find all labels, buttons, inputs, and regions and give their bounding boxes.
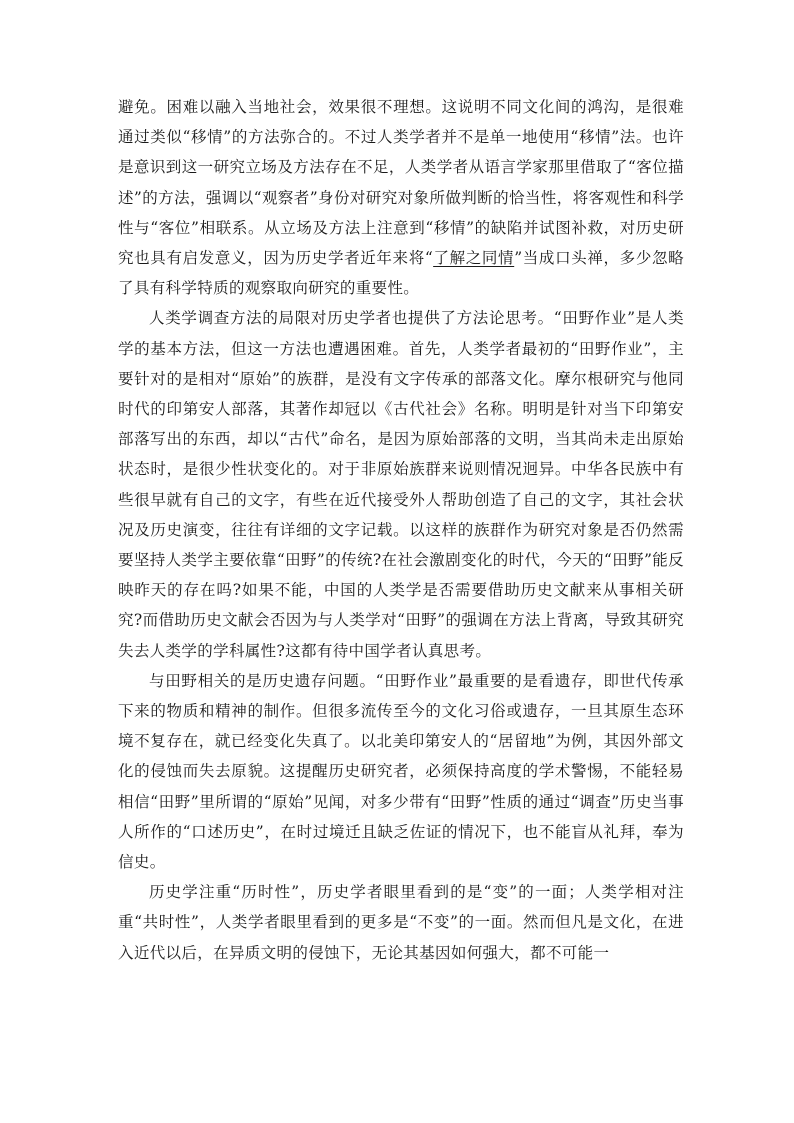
paragraph-1-text-a: 避免。困难以融入当地社会，效果很不理想。这说明不同文化间的鸿沟，是很难通过类似“移情”的方法弥合的。不过人类学者并不是单一地使用“移情”法。也许是意识到这一研究立场及方法存在不足，人类学者从语言学家那里借取了“客位描述”的方法，强调以“观察者”身份对研究对象所做判断的恰当性，将客观性和科学性与“客位”相联系。从立场及方法上注意到“移情”的缺陷并试图补救，对历史研究也具有启发意义，因为历史学者近年来将“: [118, 98, 684, 268]
paragraph-1-text-b: ”当成口头禅，多少忽略了具有科学特质的观察取向研究的重要性。: [118, 249, 684, 298]
document-page: [118, 92, 684, 968]
underlined-phrase: 了解之同情: [433, 249, 515, 268]
paragraph-1: [118, 92, 684, 303]
paragraph-4: 历史学注重“历时性”，历史学者眼里看到的是“变”的一面；人类学相对注重“共时性”，人类学者眼里看到的更多是“不变”的一面。然而但凡是文化，在进入近代以后，在异质文明的侵蚀下，无论其基因如何强大，都不可能一: [118, 883, 684, 962]
paragraph-3: 与田野相关的是历史遗存问题。“田野作业”最重要的是看遗存，即世代传承下来的物质和精神的制作。但很多流传至今的文化习俗或遗存，一旦其原生态环境不复存在，就已经变化失真了。以北美印第安人的“居留地”为例，其因外部文化的侵蚀而失去原貌。这提醒历史研究者，必须保持高度的学术警惕，不能轻易相信“田野”里所谓的“原始”见闻，对多少带有“田野”性质的通过“调查”历史当事人所作的“口述历史”，在时过境迁且缺乏佐证的情况下，也不能盲从礼拜，奉为信史。: [118, 671, 684, 872]
paragraph-2: 人类学调查方法的局限对历史学者也提供了方法论思考。“田野作业”是人类学的基本方法，但这一方法也遭遇困难。首先，人类学者最初的“田野作业”，主要针对的是相对“原始”的族群，是没有文字传承的部落文化。摩尔根研究与他同时代的印第安人部落，其著作却冠以《古代社会》名称。明明是针对当下印第安部落写出的东西，却以“古代”命名，是因为原始部落的文明，当其尚未走出原始状态时，是很少性状变化的。对于非原始族群来说则情况迥异。中华各民族中有些很早就有自己的文字，有些在近代接受外人帮助创造了自己的文字，其社会状况及历史演变，往往有详细的文字记载。以这样的族群作为研究对象是否仍然需要坚持人类学主要依靠“田野”的传统?在社会激剧变化的时代，今天的“田野”能反映昨天的存在吗?如果不能，中国的人类学是否需要借助历史文献来从事相关研究?而借助历史文献会否因为与人类学对“田野”的强调在方法上背离，导致其研究失去人类学的学科属性?这都有待中国学者认真思考。: [118, 309, 684, 660]
